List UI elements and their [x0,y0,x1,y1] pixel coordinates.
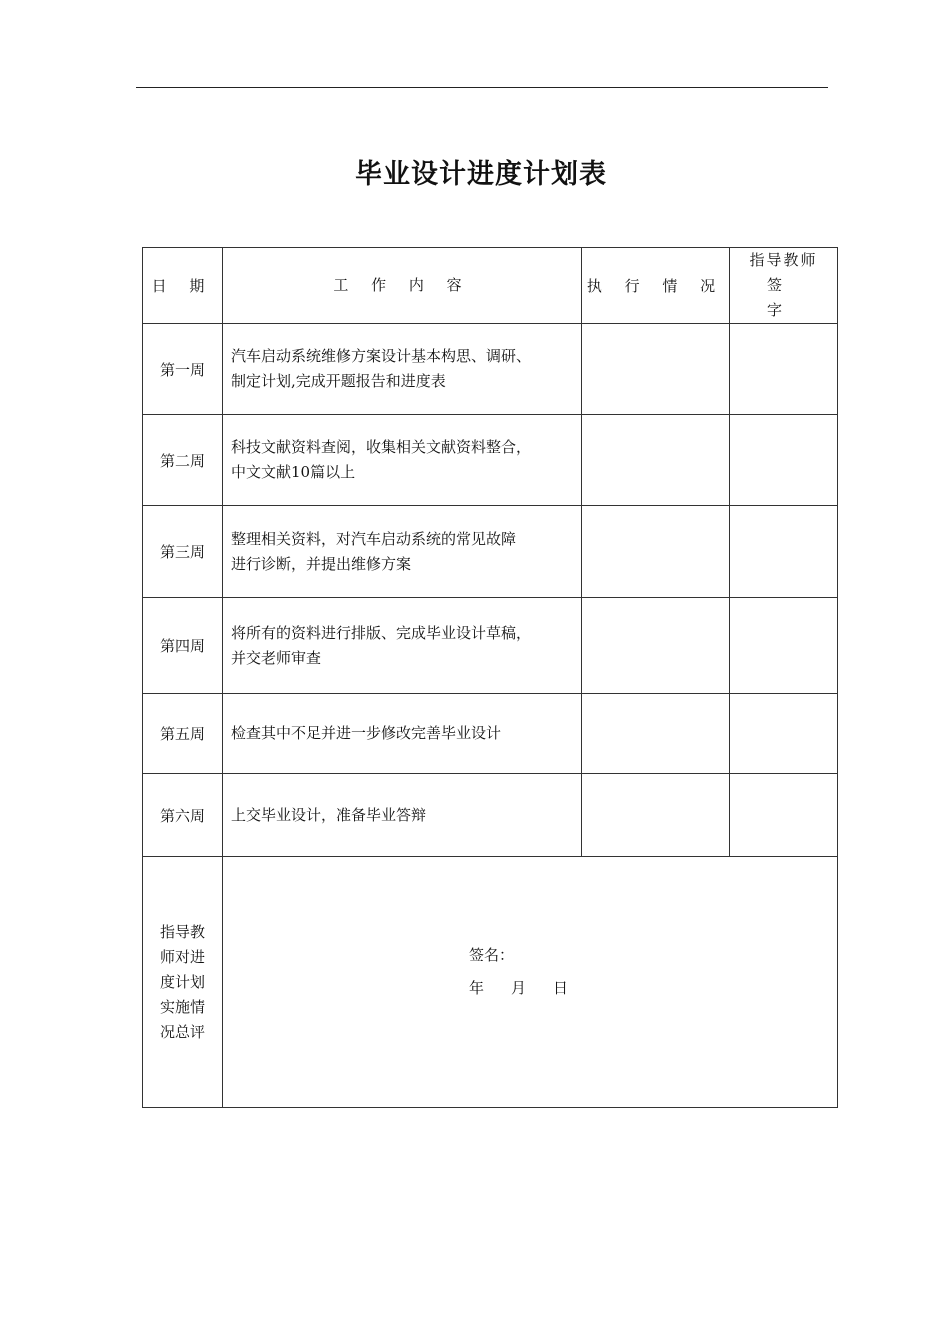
content-cell [223,415,582,506]
content-line: 整理相关资料，对汽车启动系统的常见故障 [231,529,517,548]
summary-label [143,857,223,1108]
advisor-signature-cell[interactable] [730,324,838,415]
advisor-signature-cell[interactable] [730,415,838,506]
header-execution: 执 行 情 况 [582,248,730,324]
content-cell [223,694,582,774]
content-cell [223,774,582,857]
content-line: 进行诊断，并提出维修方案 [231,554,412,573]
table-row [143,694,838,774]
signature-label: 签名： [469,946,515,964]
header-rule [136,87,828,88]
advisor-signature-cell[interactable] [730,694,838,774]
header-content: 工 作 内 容 [223,248,582,324]
header-advisor-signature [730,248,838,324]
advisor-signature-cell[interactable] [730,598,838,694]
week-cell: 第一周 [143,324,223,415]
summary-label-line: 指导教 [159,922,205,941]
summary-label-line: 度计划 [159,972,205,991]
content-cell [223,598,582,694]
content-line: 科技文献资料查阅，收集相关文献资料整合， [231,438,532,456]
content-cell [223,324,582,415]
table-row [143,774,838,857]
week-cell: 第四周 [143,598,223,694]
content-line: 将所有的资料进行排版、完成毕业设计草稿， [231,623,532,642]
content-line: 中文文献10篇以上 [231,463,356,481]
week-cell: 第六周 [143,774,223,857]
year-label: 年 [469,979,485,997]
content-line: 上交毕业设计，准备毕业答辩 [231,805,427,824]
date-line [469,972,595,1005]
month-label: 月 [511,979,527,997]
header-advisor-line1: 指导教师 [749,251,818,269]
content-cell [223,506,582,598]
header-date: 日 期 [143,248,223,324]
execution-cell[interactable] [582,324,730,415]
table-row [143,506,838,598]
execution-cell[interactable] [582,774,730,857]
table-row [143,324,838,415]
advisor-signature-cell[interactable] [730,774,838,857]
summary-label-line: 师对进 [159,947,205,966]
execution-cell[interactable] [582,694,730,774]
table-row [143,598,838,694]
summary-label-line: 实施情 [159,997,205,1016]
advisor-signature-cell[interactable] [730,506,838,598]
week-cell: 第二周 [143,415,223,506]
week-cell: 第三周 [143,506,223,598]
content-line: 汽车启动系统维修方案设计基本构思、调研、 [231,347,532,365]
content-line: 检查其中不足并进一步修改完善毕业设计 [231,724,502,742]
content-line: 制定计划,完成开题报告和进度表 [231,372,446,390]
content-line: 并交老师审查 [231,648,322,667]
page-title: 毕业设计进度计划表 [355,159,607,190]
summary-comment-area[interactable] [223,857,838,1108]
execution-cell[interactable] [582,598,730,694]
table-row [143,415,838,506]
execution-cell[interactable] [582,506,730,598]
summary-label-line: 况总评 [159,1022,205,1041]
summary-row [143,857,838,1108]
day-label: 日 [553,979,569,997]
signature-block [469,939,595,1005]
header-advisor-line2: 签 字 [766,276,818,319]
week-cell: 第五周 [143,694,223,774]
schedule-table [142,247,838,1108]
table-header-row [143,248,838,324]
execution-cell[interactable] [582,415,730,506]
